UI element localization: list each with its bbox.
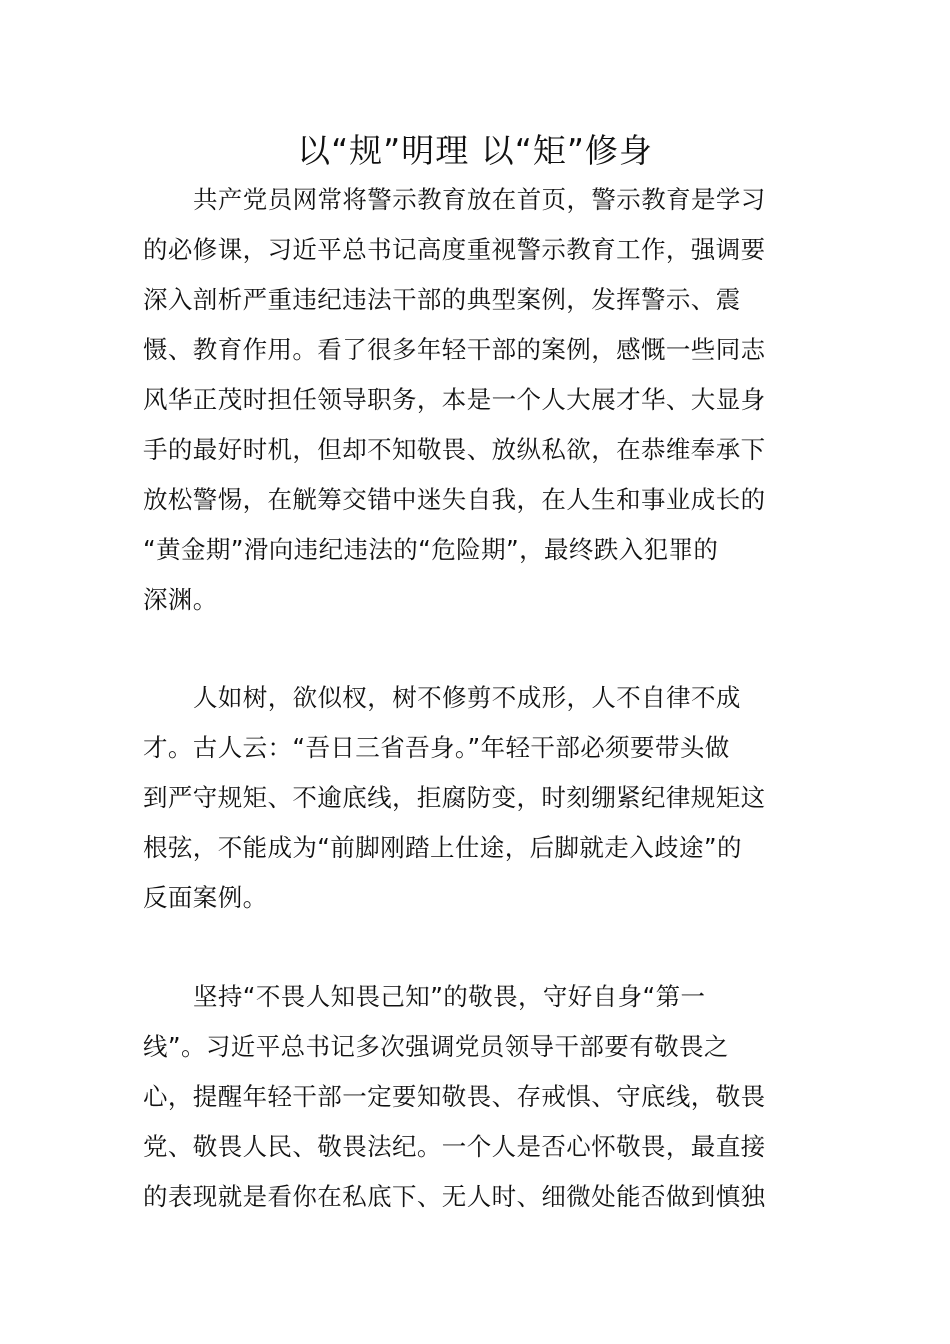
text-line: 风华正茂时担任领导职务，本是一个人大展才华、大显身: [143, 385, 766, 414]
text-line: 到严守规矩、不逾底线，拒腐防变，时刻绷紧纪律规矩这: [143, 783, 766, 812]
paragraph-1: [143, 175, 823, 625]
text-line: 深入剖析严重违纪违法干部的典型案例，发挥警示、震: [143, 285, 741, 314]
text-line: 放松警惕，在觥筹交错中迷失自我，在人生和事业成长的: [143, 485, 766, 514]
paragraph-3: [143, 972, 823, 1222]
text-line: 心，提醒年轻干部一定要知敬畏、存戒惧、守底线，敬畏: [143, 1082, 766, 1111]
text-line: 根弦，不能成为“前脚刚踏上仕途，后脚就走入歧途”的: [143, 833, 742, 862]
paragraph-2: [143, 673, 823, 923]
text-line: 的必修课，习近平总书记高度重视警示教育工作，强调要: [143, 235, 766, 264]
text-line: 慑、教育作用。看了很多年轻干部的案例，感慨一些同志: [143, 335, 766, 364]
text-line: 手的最好时机，但却不知敬畏、放纵私欲，在恭维奉承下: [143, 435, 766, 464]
text-line: “黄金期”滑向违纪违法的“危险期”，最终跌入犯罪的: [143, 535, 719, 564]
text-line: 才。古人云：“吾日三省吾身。”年轻干部必须要带头做: [143, 733, 730, 762]
text-line: 坚持“不畏人知畏己知”的敬畏，守好自身“第一: [193, 982, 706, 1011]
text-line: 党、敬畏人民、敬畏法纪。一个人是否心怀敬畏，最直接: [143, 1132, 766, 1161]
document-title: 以“规”明理 以“矩”修身: [297, 131, 653, 170]
text-line: 共产党员网常将警示教育放在首页，警示教育是学习: [193, 185, 766, 214]
text-line: 人如树，欲似杈，树不修剪不成形，人不自律不成: [193, 683, 741, 712]
text-line: 线”。习近平总书记多次强调党员领导干部要有敬畏之: [143, 1032, 729, 1061]
text-line: 反面案例。: [143, 883, 268, 912]
text-line: 的表现就是看你在私底下、无人时、细微处能否做到慎独: [143, 1182, 766, 1211]
text-line: 深渊。: [143, 585, 218, 614]
